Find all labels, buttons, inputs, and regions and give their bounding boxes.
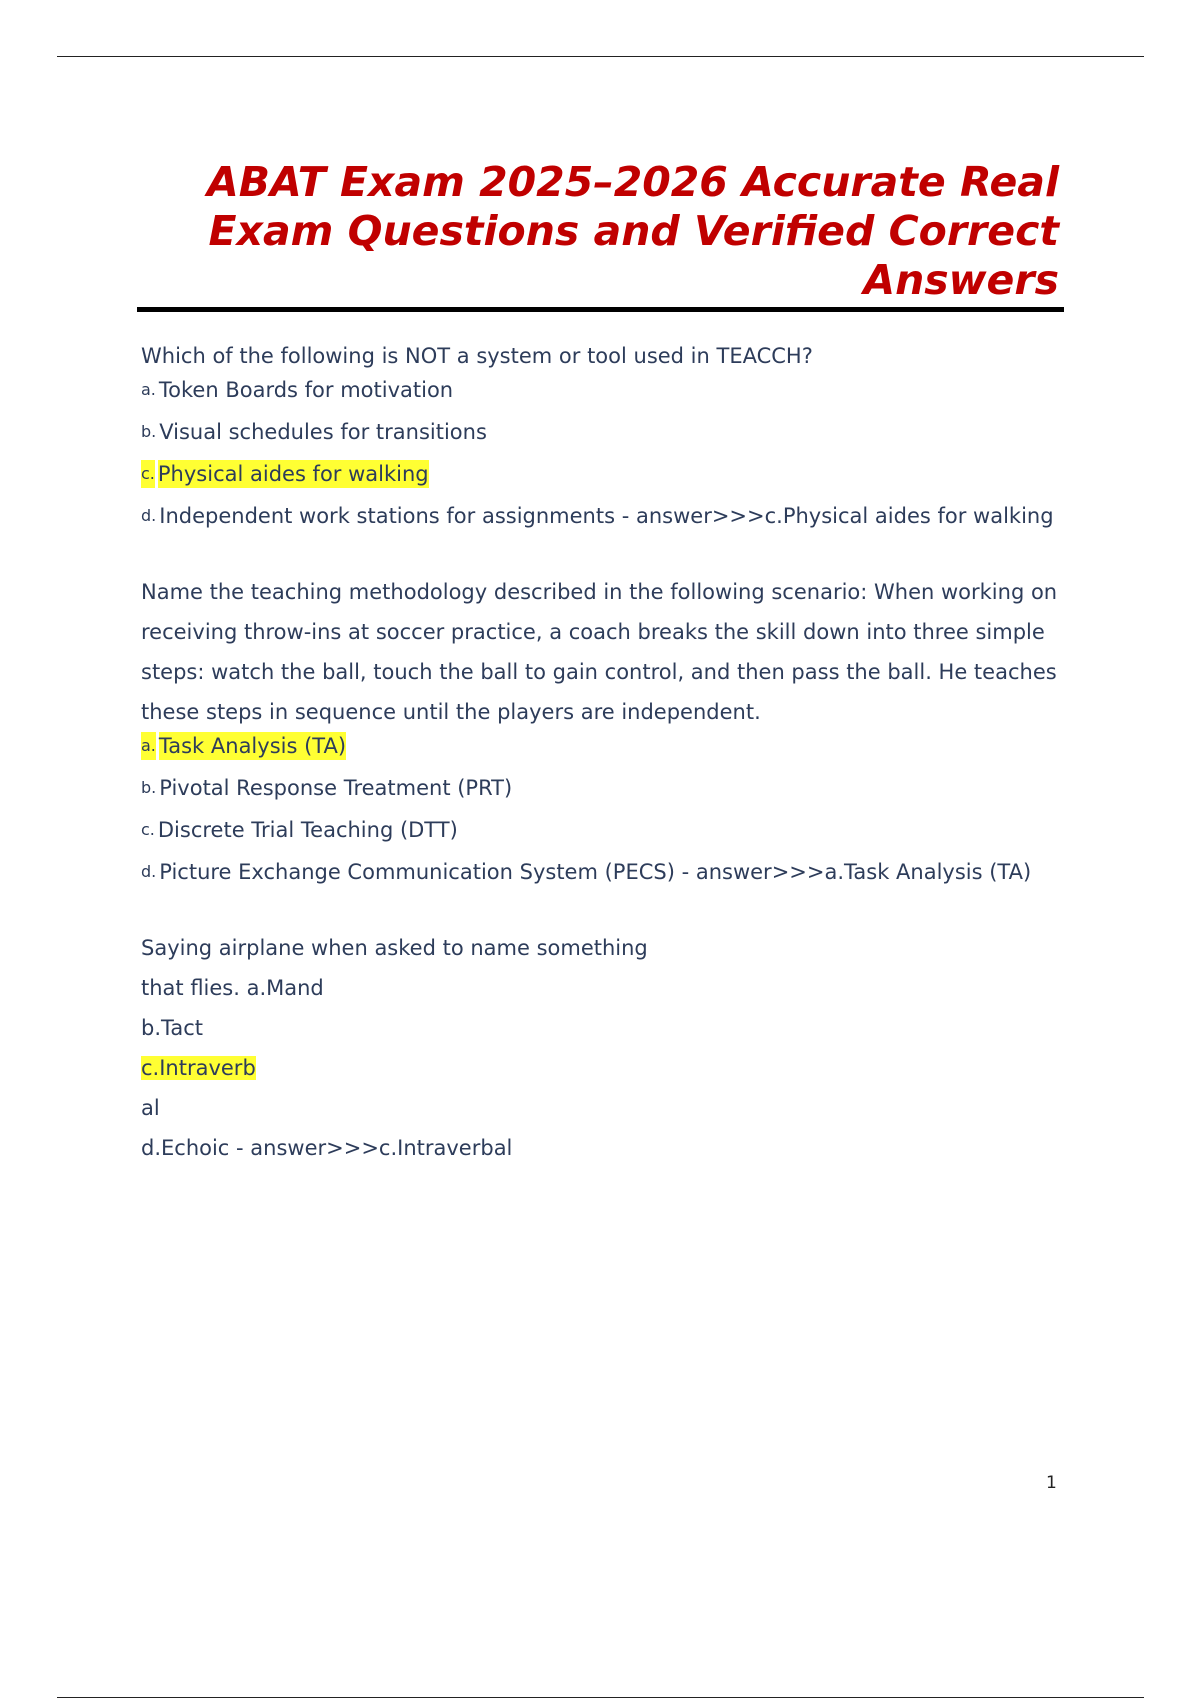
- answer-option: [141, 858, 1071, 886]
- option-text: Picture Exchange Communication System (PECS) - answer>>>a.Task Analysis (TA): [159, 860, 1032, 884]
- option-marker: b.: [141, 778, 157, 797]
- answer-option: [141, 774, 1071, 802]
- option-marker: a.: [141, 732, 156, 760]
- option-marker: a.: [141, 380, 156, 399]
- option-text-highlighted: Task Analysis (TA): [158, 734, 347, 758]
- answer-option-correct: [141, 732, 1071, 760]
- question-line: Saying airplane when asked to name something: [141, 936, 648, 960]
- option-marker: c.: [141, 820, 155, 839]
- question-block: [141, 928, 1071, 1168]
- answer-option: [141, 502, 1071, 530]
- title-underline: [137, 307, 1064, 312]
- question-block: [141, 572, 1071, 886]
- question-line: b.Tact: [141, 1016, 204, 1040]
- option-text-highlighted: Physical aides for walking: [157, 462, 429, 486]
- question-line: [141, 1048, 1071, 1088]
- option-text: Pivotal Response Treatment (PRT): [159, 776, 513, 800]
- answer-option: [141, 816, 1071, 844]
- option-marker: d.: [141, 862, 157, 881]
- question-text: Name the teaching methodology described in the following scenario: When working on receiving throw-ins at soccer practice, a coach breaks the skill down into three simple steps: watch the ball, touch the ball to gain control, and then pass the ball. He teaches these steps in sequence until the players are independent.: [141, 580, 1058, 724]
- question-line: al: [141, 1096, 160, 1120]
- question-line: d.Echoic - answer>>>c.Intraverbal: [141, 1136, 513, 1160]
- option-text-highlighted: c.Intraverb: [141, 1056, 256, 1080]
- document-body: [141, 336, 1071, 1168]
- option-text: Independent work stations for assignments - answer>>>c.Physical aides for walking: [159, 504, 1054, 528]
- option-text: Token Boards for motivation: [158, 378, 454, 402]
- option-text: Visual schedules for transitions: [159, 420, 487, 444]
- answer-option: [141, 418, 1071, 446]
- document-title: ABAT Exam 2025–2026 Accurate Real Exam Questions and Verified Correct Answers: [206, 158, 1059, 304]
- option-marker: c.: [141, 460, 155, 488]
- top-rule: [57, 56, 1144, 57]
- question-text: Which of the following is NOT a system or tool used in TEACCH?: [141, 344, 813, 368]
- question-line: that flies. a.Mand: [141, 976, 324, 1000]
- bottom-rule: [57, 1697, 1144, 1698]
- option-marker: d.: [141, 506, 157, 525]
- question-block: [141, 336, 1071, 530]
- answer-option-correct: [141, 460, 1071, 488]
- page-number: 1: [1046, 1473, 1057, 1493]
- option-text: Discrete Trial Teaching (DTT): [157, 818, 458, 842]
- answer-option: [141, 376, 1071, 404]
- option-marker: b.: [141, 422, 157, 441]
